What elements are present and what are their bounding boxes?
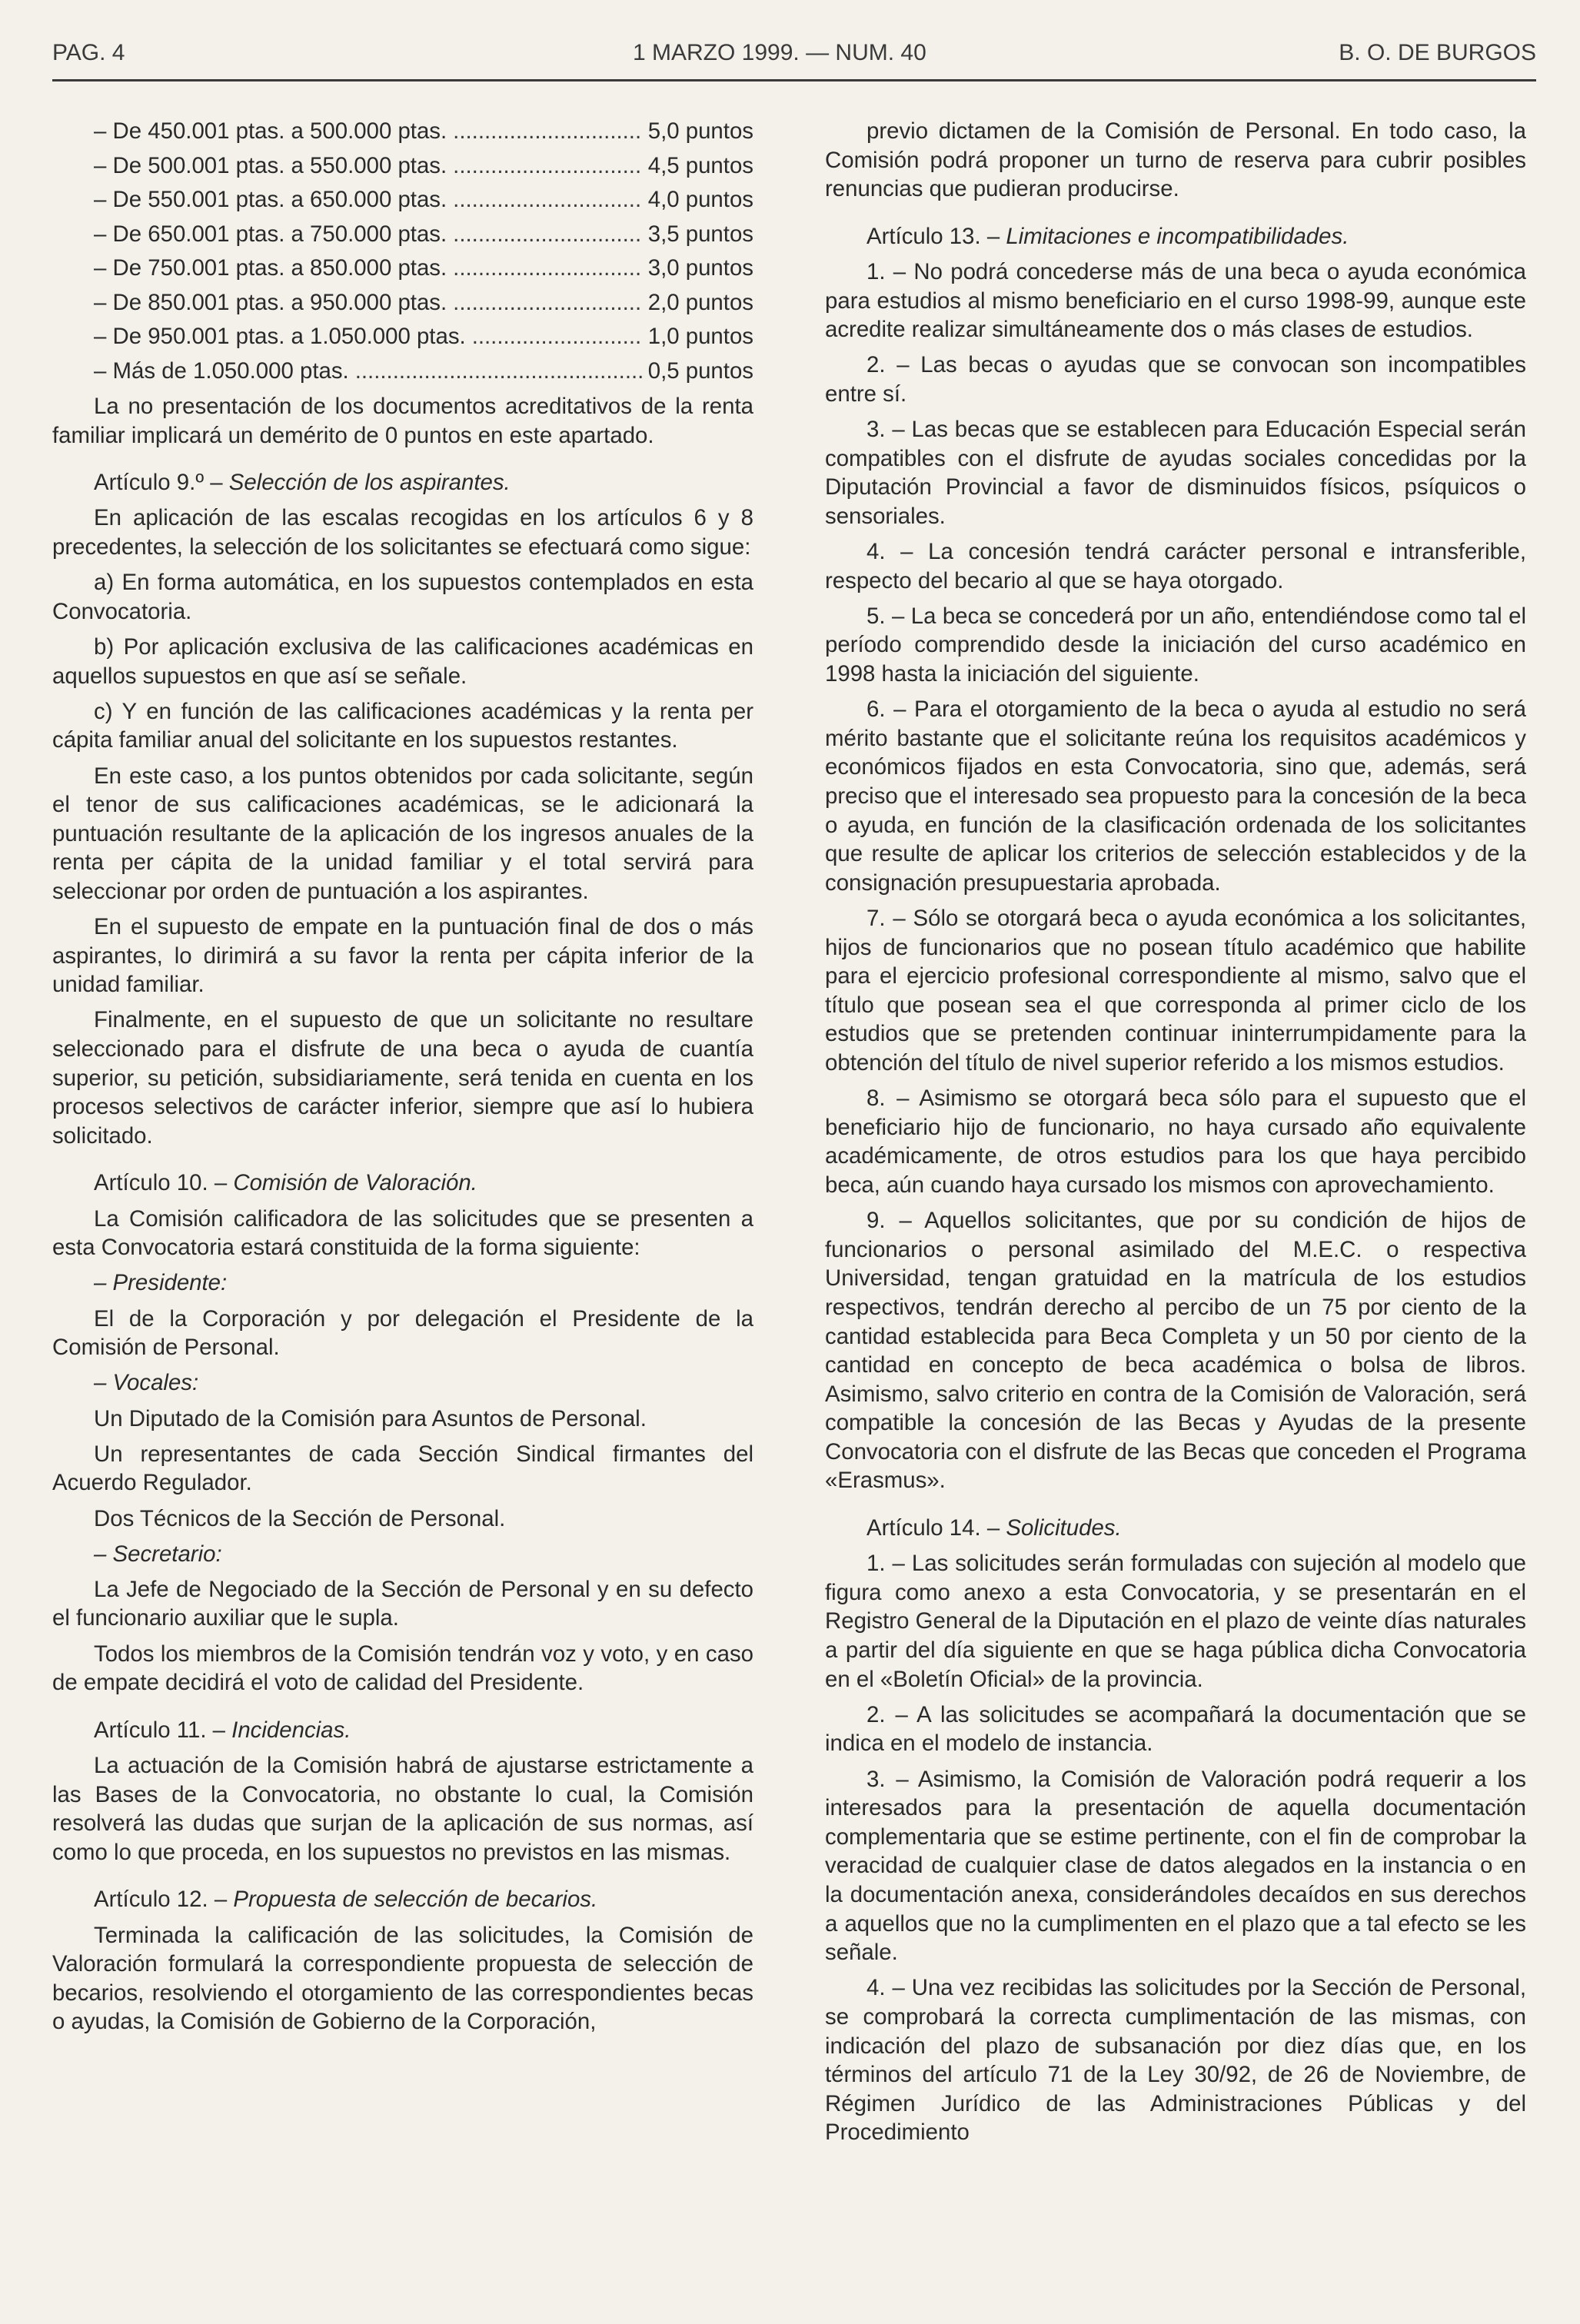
paragraph: 2. – A las solicitudes se acompañará la documentación que se indica en el modelo de instancia. [825,1701,1526,1757]
dot-leader [453,151,642,181]
publication-name: B. O. DE BURGOS [1339,40,1536,65]
article-heading: Artículo 14. – Solicitudes. [867,1515,1122,1541]
paragraph: 2. – Las becas o ayudas que se convocan son incompatibles entre sí. [825,352,1526,407]
points-value: 0,5 puntos [647,357,753,384]
paragraph: 5. – La beca se concederá por un año, entendiéndose como tal el período comprendido desde la iniciación del curso académico en 1998 hasta la iniciación del siguiente. [825,603,1526,687]
income-scale-row [52,288,753,323]
dot-leader [453,220,642,249]
paragraph: 8. – Asimismo se otorgará beca sólo para el supuesto que el beneficiario hijo de funcionario, no haya cursado año equivalente académicamente, de otros estudios para los que haya percibido beca, aún cuando haya cursado los mismos con aprovechamiento. [825,1086,1526,1198]
income-range: – De 550.001 ptas. a 650.000 ptas. [94,187,447,212]
points-value: 4,0 puntos [647,187,753,212]
paragraph: 4. – La concesión tendrá carácter personal e intransferible, respecto del becario al que se haya otorgado. [825,539,1526,593]
income-range: – De 450.001 ptas. a 500.000 ptas. [94,118,447,144]
paragraph: 1. – No podrá concederse más de una beca o ayuda económica para estudios al mismo beneficiario en el curso 1998-99, aunque este acredite realizar simultáneamente dos o más clases de estudios. [825,258,1526,343]
issue-date: 1 MARZO 1999. — NUM. 40 [633,40,926,65]
paragraph: 1. – Las solicitudes serán formuladas con sujeción al modelo que figura como anexo a esta Convocatoria, y se presentarán en el Registro General de la Diputación en el plazo de veinte días naturales a partir del día siguiente en que se haga pública dicha Convocatoria en el «Boletín Oficial» de la provincia. [825,1551,1526,1692]
paragraph: Finalmente, en el supuesto de que un solicitante no resultare seleccionado para el disfrute de una beca o ayuda de cuantía superior, su petición, subsidiariamente, será tenida en cuenta en los procesos selectivos de carácter inferior, siempre que así lo hubiera solicitado. [52,1007,753,1149]
income-scale-list [52,117,753,391]
paragraph: La actuación de la Comisión habrá de ajustarse estrictamente a las Bases de la Convocatoria, no obstante lo cual, la Comisión resolverá las dudas que surjan de la aplicación de sus normas, así como lo que proceda, en los supuestos no previstos en las mismas. [52,1753,753,1865]
dot-leader [453,185,642,214]
paragraph: La no presentación de los documentos acreditativos de la renta familiar implicará un demérito de 0 puntos en este apartado. [52,394,753,448]
income-scale-row [52,117,753,151]
paragraph: Dos Técnicos de la Sección de Personal. [94,1505,506,1531]
income-scale-row [52,185,753,220]
dot-leader [355,357,642,386]
article-heading: Artículo 12. – Propuesta de selección de becarios. [94,1887,598,1913]
article-heading: Artículo 9.º – Selección de los aspirantes. [94,470,511,496]
paragraph: El de la Corporación y por delegación el Presidente de la Comisión de Personal. [52,1305,753,1361]
paragraph: La Comisión calificadora de las solicitudes que se presenten a esta Convocatoria estará constituida de la forma siguiente: [52,1205,753,1261]
dot-leader [453,288,642,318]
points-value: 3,5 puntos [647,221,753,247]
paragraph: previo dictamen de la Comisión de Personal. En todo caso, la Comisión podrá proponer un turno de reserva para cubrir posibles renuncias que pudieran producirse. [825,118,1526,202]
role-label: – Secretario: [94,1541,222,1567]
income-scale-row [52,322,753,357]
article-heading: Artículo 11. – Incidencias. [94,1717,351,1743]
page-number: PAG. 4 [52,40,125,65]
points-value: 5,0 puntos [647,118,753,144]
paragraph: En aplicación de las escalas recogidas en los artículos 6 y 8 precedentes, la selección de los solicitantes se efectuará como sigue: [52,505,753,560]
dot-leader [453,117,642,146]
points-value: 4,5 puntos [647,152,753,178]
role-label: – Vocales: [94,1370,199,1396]
paragraph: 7. – Sólo se otorgará beca o ayuda económica a los solicitantes, hijos de funcionarios que no posean título académico que habilite para el ejercicio profesional correspondiente al mismo, salvo que el título que posean sea el que corresponda al primer ciclo de los estudios que se pretenden continuar ininterrumpidamente para la obtención del título de nivel superior referido a los mismos estudios. [825,906,1526,1076]
paragraph: b) Por aplicación exclusiva de las calificaciones académicas en aquellos supuestos en que así se señale. [52,633,753,689]
paragraph: Un representantes de cada Sección Sindical firmantes del Acuerdo Regulador. [52,1441,753,1496]
paragraph: Un Diputado de la Comisión para Asuntos de Personal. [94,1405,647,1431]
article-heading: Artículo 10. – Comisión de Valoración. [94,1170,477,1196]
paragraph: Terminada la calificación de las solicitudes, la Comisión de Valoración formulará la correspondiente propuesta de selección de becarios, resolviendo el otorgamiento de las correspondientes becas o ayudas, la Comisión de Gobierno de la Corporación, [52,1922,753,2035]
paragraph: 3. – Las becas que se establecen para Educación Especial serán compatibles con el disfrute de ayudas sociales concedidas por la Diputación Provincial a favor de disminuidos físicos, psíquicos o sensoriales. [825,417,1526,529]
role-label: – Presidente: [94,1270,228,1296]
right-column [825,117,1526,2154]
income-range: – De 750.001 ptas. a 850.000 ptas. [94,255,447,281]
points-value: 1,0 puntos [647,324,753,349]
paragraph: 3. – Asimismo, la Comisión de Valoración podrá requerir a los interesados para la presentación de aquella documentación complementaria que se estime pertinente, con el fin de comprobar la veracidad de cualquier clase de datos alegados en la instancia o en la documentación anexa, considerándoles decaídos en sus derechos a aquellos que no la cumplimenten en el plazo que a tal efecto se les señale. [825,1766,1526,1966]
income-range: – Más de 1.050.000 ptas. [94,357,349,384]
points-value: 3,0 puntos [647,255,753,281]
paragraph: En el supuesto de empate en la puntuación final de dos o más aspirantes, lo dirimirá a su favor la renta per cápita inferior de la unidad familiar. [52,914,753,998]
points-value: 2,0 puntos [647,289,753,315]
paragraph: Todos los miembros de la Comisión tendrán voz y voto, y en caso de empate decidirá el voto de calidad del Presidente. [52,1641,753,1696]
income-scale-row [52,151,753,186]
paragraph: 4. – Una vez recibidas las solicitudes por la Sección de Personal, se comprobará la correcta cumplimentación de las mismas, con indicación del plazo de subsanación por diez días que, en los términos del artículo 71 de la Ley 30/92, de 26 de Noviembre, de Régimen Jurídico de las Administraciones Públicas y del Procedimiento [825,1975,1526,2146]
paragraph: 6. – Para el otorgamiento de la beca o ayuda al estudio no será mérito bastante que el solicitante reúna los requisitos académicos y económicos fijados en esta Convocatoria, sino que, además, será preciso que el interesado sea propuesto para la concesión de la beca o ayuda, en función de la clasificación ordenada de los solicitantes que resulte de aplicar los criterios de selección establecidos y de la consignación presupuestaria aprobada. [825,697,1526,896]
paragraph: En este caso, a los puntos obtenidos por cada solicitante, según el tenor de sus calificaciones académicas, se le adicionará la puntuación resultante de la aplicación de los ingresos anuales de la renta per cápita de la unidad familiar y el total servirá para seleccionar por orden de puntuación a los aspirantes. [52,763,753,904]
paragraph: La Jefe de Negociado de la Sección de Personal y en su defecto el funcionario auxiliar que le supla. [52,1576,753,1631]
paragraph: c) Y en función de las calificaciones académicas y la renta per cápita familiar anual del solicitante en los supuestos restantes. [52,698,753,753]
income-scale-row [52,254,753,288]
dot-leader [472,322,642,351]
income-range: – De 950.001 ptas. a 1.050.000 ptas. [94,324,466,349]
paragraph: 9. – Aquellos solicitantes, que por su condición de hijos de funcionarios o personal asimilado del M.E.C. o respectiva Universidad, tengan gratuidad en la matrícula de los estudios respectivos, tendrán derecho al percibo de un 75 por ciento de la cantidad establecida para Beca Completa y un 50 por ciento de la cantidad en concepto de beca académica o bolsa de libros. Asimismo, salvo criterio en contra de la Comisión de Valoración, será compatible la concesión de las Becas y Ayudas de la presente Convocatoria con el disfrute de las Becas que conceden el Programa «Erasmus». [825,1208,1526,1494]
income-range: – De 850.001 ptas. a 950.000 ptas. [94,289,447,315]
header-rule [52,79,1536,81]
income-scale-row [52,357,753,391]
paragraph: a) En forma automática, en los supuestos contemplados en esta Convocatoria. [52,570,753,624]
left-column [52,117,753,2043]
article-heading: Artículo 13. – Limitaciones e incompatibilidades. [867,223,1349,249]
income-range: – De 650.001 ptas. a 750.000 ptas. [94,221,447,247]
income-scale-row [52,220,753,254]
page-header [52,40,1536,80]
dot-leader [453,254,642,283]
income-range: – De 500.001 ptas. a 550.000 ptas. [94,152,447,178]
